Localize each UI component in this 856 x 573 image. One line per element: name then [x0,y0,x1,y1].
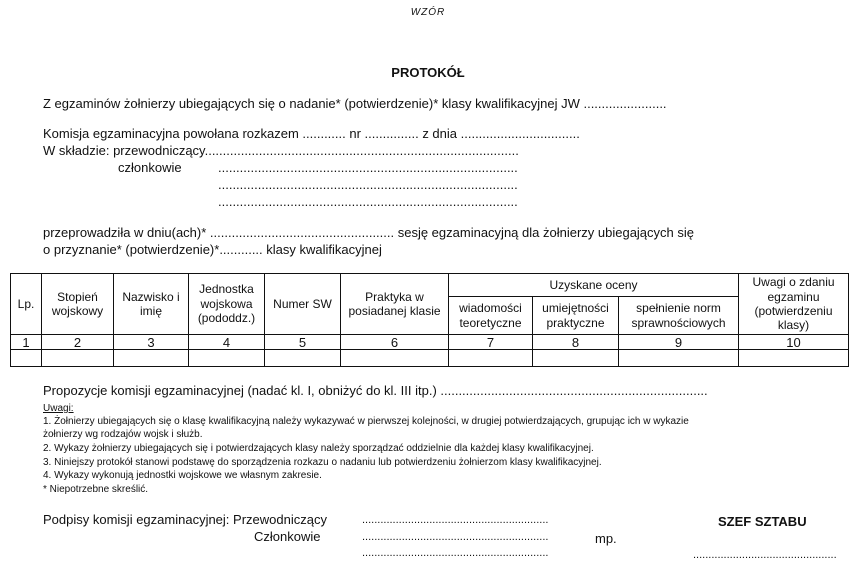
entry-cell[interactable] [189,350,265,367]
header-name: Nazwisko i imię [114,274,189,335]
intro-line-exam: Z egzaminów żołnierzy ubiegających się o nadanie* (potwierdzenie)* klasy kwalifikacyjnej JW ....................... [43,96,667,111]
empty-entry-row [11,350,849,367]
header-sw-number: Numer SW [265,274,341,335]
chief-of-staff-label: SZEF SZTABU [718,514,807,529]
notes-title: Uwagi: [43,403,74,414]
column-number: 5 [265,335,341,350]
header-practice: Praktyka w posiadanej klasie [341,274,449,335]
signatures-label: Podpisy komisji egzaminacyjnej: Przewodniczący [43,512,327,527]
note-item: żołnierzy wg rodzajów wojsk i służb. [43,429,203,440]
entry-cell[interactable] [114,350,189,367]
entry-cell[interactable] [265,350,341,367]
note-item: * Niepotrzebne skreślić. [43,484,149,495]
exam-results-table [10,273,849,367]
intro-line-commission: Komisja egzaminacyjna powołana rozkazem ............ nr ............... z dnia ................................. [43,126,580,141]
entry-cell[interactable] [341,350,449,367]
header-lp: Lp. [11,274,42,335]
column-numbers-row [11,335,849,350]
stamp-label: mp. [595,531,617,546]
column-number: 7 [449,335,533,350]
form-template-label: WZÓR [410,7,446,18]
header-rank: Stopień wojskowy [42,274,114,335]
chairman-signature-line: ............................................................. [362,514,549,526]
header-practical: umiejętności praktyczne [533,297,619,335]
entry-cell[interactable] [11,350,42,367]
document-title: PROTOKÓŁ [391,65,465,80]
note-item: 1. Żołnierzy ubiegających się o klasę kwalifikacyjną należy wykazywać w pierwszej kolejności, w drugiej potwierdzających, grupując ich w wykazie [43,416,689,427]
members-dots-3: ................................................................................... [218,194,518,209]
header-grades: Uzyskane oceny [449,274,739,297]
note-item: 3. Niniejszy protokół stanowi podstawę do sporządzenia rozkazu o nadaniu lub potwierdzeniu żołnierzom klasy kwalifikacyjnej. [43,457,602,468]
members-dots-2: ................................................................................... [218,177,518,192]
entry-cell[interactable] [42,350,114,367]
column-number: 1 [11,335,42,350]
column-number: 10 [739,335,849,350]
intro-line-class: o przyznanie* (potwierdzenie)*............ klasy kwalifikacyjnej [43,242,382,257]
entry-cell[interactable] [619,350,739,367]
header-theory: wiadomości teoretyczne [449,297,533,335]
header-remarks: Uwagi o zdaniu egzaminu (potwierdzeniu klasy) [739,274,849,335]
member-signature-line: ............................................................. [362,547,549,559]
header-fitness: spełnienie norm sprawnościowych [619,297,739,335]
entry-cell[interactable] [533,350,619,367]
entry-cell[interactable] [739,350,849,367]
note-item: 4. Wykazy wykonują jednostki wojskowe we własnym zakresie. [43,470,322,481]
column-number: 8 [533,335,619,350]
intro-line-session: przeprowadziła w dniu(ach)* ................................................... sesję egzaminacyjną dla żołnierzy ubiegających się [43,225,694,240]
column-number: 6 [341,335,449,350]
header-unit: Jednostka wojskowa (pododdz.) [189,274,265,335]
column-number: 3 [114,335,189,350]
commission-proposals: Propozycje komisji egzaminacyjnej (nadać kl. I, obniżyć do kl. III itp.) .......................................................................... [43,383,708,398]
intro-line-chairman: W składzie: przewodniczący....................................................................................... [43,143,519,158]
members-signature-label: Członkowie [254,529,321,544]
chief-of-staff-signature-line: ............................................... [693,549,837,561]
members-dots-1: ................................................................................... [218,160,518,175]
column-number: 4 [189,335,265,350]
note-item: 2. Wykazy żołnierzy ubiegających się i potwierdzających klasy należy sporządzać oddzielnie dla każdej klasy kwalifikacyjnej. [43,443,594,454]
column-number: 9 [619,335,739,350]
members-label: członkowie [118,160,182,175]
column-number: 2 [42,335,114,350]
member-signature-line: ............................................................. [362,531,549,543]
entry-cell[interactable] [449,350,533,367]
